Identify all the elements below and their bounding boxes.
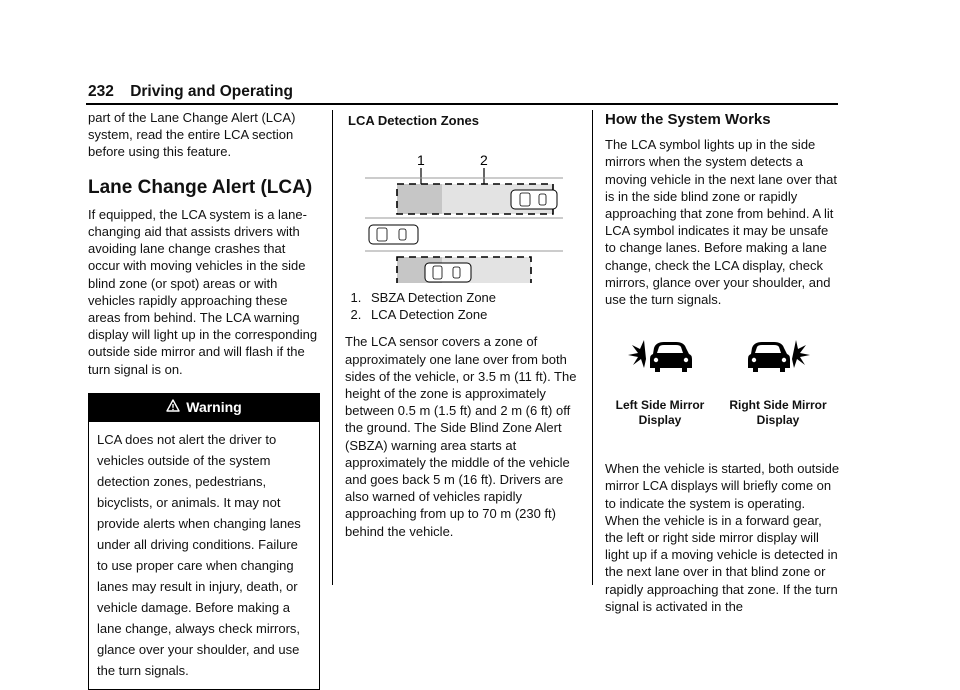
left-mirror-display xyxy=(605,338,715,428)
left-mirror-lca-icon xyxy=(620,338,700,378)
approaching-vehicle-top xyxy=(511,190,557,209)
section-title: Driving and Operating xyxy=(130,83,293,100)
column-divider-1 xyxy=(332,110,333,585)
lca-detection-zones-diagram xyxy=(345,133,581,287)
startup-paragraph: When the vehicle is started, both outside mirror LCA displays will briefly come on to indicate the system is operating. When the vehicle is in a forward gear, the left or right side mirror display will light up if a moving vehicle is detected in the next lane over in that blind zone or rapidly approaching that zone. If the turn signal is activated in the xyxy=(605,461,840,614)
column-divider-2 xyxy=(592,110,593,585)
how-system-works-heading: How the System Works xyxy=(605,111,771,128)
column-3 xyxy=(605,109,841,615)
callout-1: 1 xyxy=(417,152,425,169)
sbza-zone-top xyxy=(397,184,442,214)
column-2 xyxy=(345,109,581,540)
lca-heading: Lane Change Alert (LCA) xyxy=(88,176,313,198)
figure-label: LCA Detection Zones xyxy=(348,113,479,128)
lca-body: If equipped, the LCA system is a lane-changing aid that assists drivers with avoiding lane change crashes that occur with moving vehicles in the side blind zone (or spot) areas or with vehicles rapidly approaching these areas from behind. The LCA warning display will light up in the corresponding outside side mirror and will flash if the turn signal is on. xyxy=(88,206,318,377)
system-works-paragraph: The LCA symbol lights up in the side mirrors when the system detects a moving vehicle in the next lane over that is in the side blind zone or rapidly approaching that zone from behind. A lit LCA symbol indicates it may be unsafe to change lanes. Before making a lane change, check the LCA display, check mirrors, glance over your shoulder, and use the turn signals. xyxy=(605,137,837,308)
right-mirror-lca-icon xyxy=(738,338,818,378)
diagram-legend xyxy=(345,289,581,323)
right-mirror-display xyxy=(723,338,833,428)
warning-triangle-icon xyxy=(166,399,180,416)
legend-item-2: 2. LCA Detection Zone xyxy=(365,306,581,323)
adjacent-vehicle-bottom xyxy=(425,263,471,282)
warning-text: LCA does not alert the driver to vehicles outside of the system detection zones, pedestrians, bicyclists, or animals. It may not provide alerts when changing lanes under all driving conditions. Failure to use proper care when changing lanes may result in injury, death, or vehicle damage. Before making a lane change, always check mirrors, glance over your shoulder, and use the turn signals. xyxy=(97,432,301,679)
callout-2: 2 xyxy=(480,152,488,169)
warning-title: Warning xyxy=(186,398,242,415)
left-mirror-caption: Left Side Mirror Display xyxy=(615,398,705,428)
page-number: 232 xyxy=(88,83,114,100)
host-vehicle xyxy=(369,225,418,244)
warning-box xyxy=(88,393,320,690)
legend-item-1: 1. SBZA Detection Zone xyxy=(365,289,581,306)
right-mirror-caption: Right Side Mirror Display xyxy=(729,398,827,428)
warning-header xyxy=(89,394,319,422)
column-1 xyxy=(88,109,320,690)
intro-paragraph: part of the Lane Change Alert (LCA) system, read the entire LCA section before using this feature. xyxy=(88,110,296,160)
mirror-display-icons xyxy=(605,312,841,432)
sensor-coverage-paragraph: The LCA sensor covers a zone of approximately one lane over from both sides of the vehicle, or 3.5 m (11 ft). The height of the zone is approximately between 0.5 m (1.5 ft) and 2 m (6 ft) off the ground. The Side Blind Zone Alert (SBZA) warning area starts at approximately the middle of the vehicle and goes back 5 m (16 ft). Drivers are also warned of vehicles rapidly approaching from up to 70 m (230 ft) behind the vehicle. xyxy=(345,334,577,539)
header-rule xyxy=(86,103,838,105)
page-header xyxy=(88,83,293,101)
